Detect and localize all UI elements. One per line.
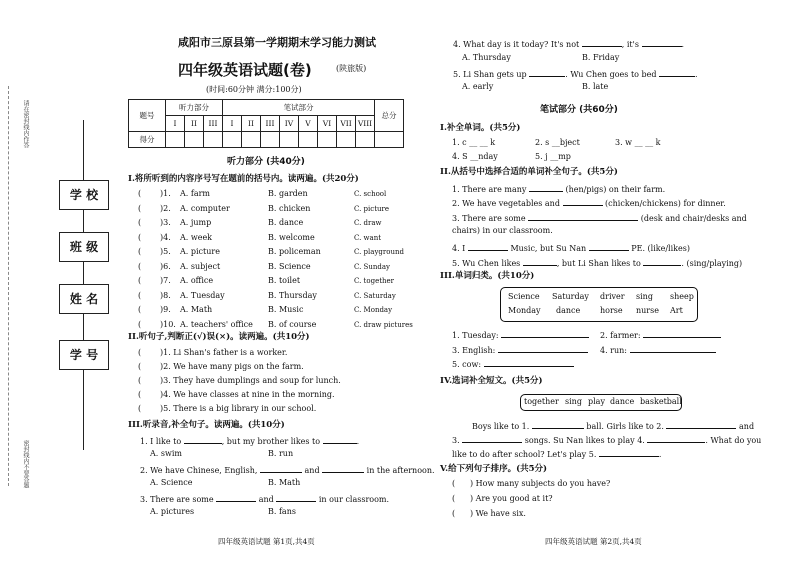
score-cell[interactable] — [318, 132, 337, 148]
q-text: 3. There are some — [452, 214, 526, 223]
word-fill-3: 3. w __ __ k — [615, 138, 661, 147]
choose-q4 — [452, 242, 690, 254]
q-text: . — [658, 450, 662, 459]
option-a: A. pictures — [150, 507, 195, 516]
q-text: , but my brother likes to — [221, 437, 321, 446]
score-cell[interactable] — [261, 132, 280, 148]
score-table-numeral: VI — [318, 116, 337, 132]
word-fill-1: 1. c __ __ k — [452, 138, 496, 147]
exam-time-score: (时间:60分钟 满分:100分) — [206, 85, 302, 94]
score-cell[interactable] — [242, 132, 261, 148]
score-cell[interactable] — [299, 132, 318, 148]
answer-blank[interactable] — [563, 197, 603, 206]
section-3-title: III.听录音,补全句子。读两遍。(共10分) — [128, 420, 285, 430]
q-text: ball. Girls like to 2. — [586, 422, 664, 431]
answer-blank[interactable] — [484, 358, 574, 367]
answer-blank[interactable] — [216, 493, 256, 502]
option-b: B. Math — [268, 478, 301, 487]
q-text: like to do after school? Let's play 5. — [452, 450, 597, 459]
answer-blank[interactable] — [643, 329, 721, 338]
option-b: B. late — [582, 82, 609, 91]
judge-statement: )1. Li Shan's father is a worker. — [160, 348, 288, 357]
answer-blank[interactable] — [322, 464, 364, 473]
q-text: . Wu Chen goes to bed — [565, 70, 657, 79]
answer-blank[interactable] — [582, 38, 622, 47]
score-table-numeral: III — [204, 116, 223, 132]
word-bank-item: nurse — [636, 306, 659, 315]
option-b: B. dance — [268, 218, 304, 227]
writing-section-3-title: III.单词归类。(共10分) — [440, 271, 535, 281]
word-bank-item: horse — [600, 306, 623, 315]
answer-paren[interactable]: ( — [138, 232, 142, 242]
word-bank-item: Art — [670, 306, 683, 315]
q-text: in our classroom. — [318, 495, 390, 504]
word-bank-item: Monday — [508, 306, 541, 315]
side-line — [83, 314, 84, 340]
classify-3 — [452, 344, 588, 356]
side-line — [83, 210, 84, 232]
score-table-row-label: 题号 — [129, 100, 166, 132]
answer-blank[interactable] — [260, 464, 302, 473]
word-bank-item: basketball — [640, 397, 682, 406]
option-b: B. of course — [268, 319, 317, 329]
option-a: A. office — [180, 276, 214, 285]
word-fill-5: 5. j __mp — [535, 152, 571, 161]
question-number: )1. — [160, 189, 171, 198]
question-number: )7. — [160, 276, 171, 285]
option-c: C. want — [354, 233, 382, 242]
option-a: A. Science — [150, 478, 193, 487]
option-c: C. draw pictures — [354, 320, 413, 329]
option-b: B. chicken — [268, 203, 311, 213]
q-text: . — [695, 70, 698, 79]
exam-edition: (陕旅版) — [336, 64, 367, 73]
score-table-numeral: IV — [280, 116, 299, 132]
answer-paren[interactable]: ( — [138, 376, 142, 385]
q-text: 1. Tuesday: — [452, 331, 499, 340]
class-label-box — [59, 232, 109, 262]
answer-paren[interactable]: ( — [138, 276, 142, 285]
answer-blank[interactable] — [184, 435, 222, 444]
classify-2 — [600, 329, 721, 341]
q-text: 5. cow: — [452, 360, 482, 369]
q-text: 1. I like to — [140, 437, 182, 446]
answer-blank[interactable] — [498, 344, 588, 353]
choose-q5 — [452, 257, 742, 269]
answer-blank[interactable] — [528, 212, 638, 221]
q-text: 1. There are many — [452, 185, 527, 194]
section-2-title: II.听句子,判断正(√)误(×)。读两遍。(共10分) — [128, 332, 310, 342]
exam-title-line1: 咸阳市三原县第一学期期末学习能力测试 — [178, 36, 376, 49]
binding-note-top: 请在密封线内作答 — [22, 100, 29, 148]
score-cell[interactable] — [185, 132, 204, 148]
school-label: 学 校 — [69, 188, 99, 202]
q-text: 5. Li Shan gets up — [453, 70, 527, 79]
judge-statement: )5. There is a big library in our school. — [160, 404, 317, 413]
q-text: 2. We have vegetables and — [452, 199, 560, 208]
answer-blank[interactable] — [599, 448, 659, 457]
score-table-total: 总分 — [375, 100, 404, 132]
answer-blank[interactable] — [468, 242, 508, 251]
side-line — [83, 120, 84, 184]
binding-note-bottom: 密封线内不要答题 — [22, 440, 29, 488]
option-c: C. picture — [354, 204, 390, 213]
exam-title-line2: 四年级英语试题(卷) — [178, 61, 312, 79]
option-a: A. Tuesday — [180, 290, 225, 300]
q-text: 4. What day is it today? It's not — [453, 40, 580, 49]
answer-paren[interactable]: ( — [138, 189, 142, 198]
q-text: . — [681, 40, 685, 49]
q-text: . (sing/playing) — [681, 259, 743, 268]
answer-blank[interactable] — [276, 493, 316, 502]
answer-paren[interactable]: ( — [138, 362, 142, 371]
score-table-numeral: V — [299, 116, 318, 132]
word-bank-item: Saturday — [552, 292, 589, 301]
option-c: C. Saturday — [354, 291, 396, 300]
option-a: A. week — [180, 232, 213, 242]
q-text: 3. — [452, 436, 460, 445]
score-table-numeral: I — [166, 116, 185, 132]
answer-blank[interactable] — [523, 257, 557, 266]
listen-fill-q5 — [453, 68, 698, 80]
option-a: A. picture — [180, 247, 220, 256]
q-text: in the afternoon. — [366, 466, 435, 475]
word-bank-item: Science — [508, 292, 540, 301]
answer-paren[interactable]: ( — [452, 494, 456, 503]
option-b: B. Thursday — [268, 290, 317, 300]
choose-q1 — [452, 183, 665, 195]
classify-5 — [452, 358, 574, 370]
writing-section-title: 笔试部分 (共60分) — [540, 105, 618, 115]
order-sentence: ) Are you good at it? — [470, 494, 553, 503]
q-text: PE. (like/likes) — [631, 244, 690, 253]
q-text: (chicken/chickens) for dinner. — [605, 199, 726, 208]
option-b: B. run — [268, 449, 294, 458]
score-table-numeral: VIII — [356, 116, 375, 132]
score-cell[interactable] — [356, 132, 375, 148]
answer-blank[interactable] — [630, 344, 716, 353]
page-footer-right: 四年级英语试题 第2页,共4页 — [545, 537, 642, 546]
answer-blank[interactable] — [589, 242, 629, 251]
answer-paren[interactable]: ( — [138, 348, 142, 357]
question-number: )6. — [160, 261, 171, 271]
binding-fold-line — [8, 86, 19, 486]
passage-line-2 — [452, 434, 761, 446]
order-sentence: ) We have six. — [470, 509, 526, 518]
section-1-title: I.将所听到的内容序号写在题前的括号内。读两遍。(共20分) — [128, 174, 359, 184]
score-table-score-label: 得分 — [129, 132, 166, 148]
q-text: and — [739, 422, 755, 431]
name-label-box — [59, 284, 109, 314]
score-table-numeral: II — [242, 116, 261, 132]
option-b: B. Music — [268, 305, 304, 314]
q-text: (desk and chair/desks and — [640, 214, 747, 223]
answer-blank[interactable] — [666, 420, 736, 429]
question-number: )8. — [160, 290, 171, 300]
option-a: A. jump — [180, 218, 212, 227]
writing-section-5-title: V.给下列句子排序。(共5分) — [440, 464, 548, 474]
answer-paren[interactable]: ( — [138, 319, 142, 329]
classify-4 — [600, 344, 716, 356]
answer-paren[interactable]: ( — [452, 509, 456, 518]
option-b: B. welcome — [268, 232, 315, 242]
word-fill-4: 4. S __nday — [452, 152, 498, 161]
word-bank-item: sing — [636, 292, 653, 301]
writing-section-4-title: IV.选词补全短文。(共5分) — [440, 376, 543, 386]
student-id-label: 学 号 — [69, 348, 99, 362]
q-text: 2. farmer: — [600, 331, 641, 340]
answer-blank[interactable] — [462, 434, 522, 443]
score-table-listening-head: 听力部分 — [166, 100, 223, 116]
score-table — [128, 99, 404, 148]
option-b: B. policeman — [268, 247, 321, 256]
word-bank-item: dance — [610, 397, 635, 406]
answer-blank[interactable] — [642, 38, 682, 47]
school-label-box — [59, 180, 109, 210]
answer-paren[interactable]: ( — [138, 261, 142, 271]
option-c: C. Monday — [354, 306, 393, 314]
option-a: A. Thursday — [462, 53, 511, 62]
answer-blank[interactable] — [647, 434, 705, 443]
option-a: A. computer — [180, 203, 230, 213]
answer-paren[interactable]: ( — [138, 404, 142, 413]
answer-paren[interactable]: ( — [138, 203, 142, 213]
choose-q3-cont: chairs) in our classroom. — [452, 226, 553, 235]
score-cell[interactable] — [337, 132, 356, 148]
listen-fill-q2 — [140, 464, 435, 476]
score-table-numeral: II — [185, 116, 204, 132]
word-bank-item: dance — [556, 306, 581, 315]
answer-blank[interactable] — [323, 435, 357, 444]
option-b: B. fans — [268, 507, 296, 516]
classify-1 — [452, 329, 589, 341]
word-fill-2: 2. s __bject — [535, 138, 580, 147]
q-text: and — [304, 466, 320, 475]
listening-section-title: 听力部分 (共40分) — [227, 157, 305, 167]
question-number: )5. — [160, 247, 171, 256]
listen-fill-q4 — [453, 38, 684, 50]
option-c: C. Sunday — [354, 262, 390, 271]
word-bank-item: sing — [565, 397, 582, 406]
score-table-numeral: I — [223, 116, 242, 132]
question-number: )2. — [160, 203, 171, 213]
option-c: C. playground — [354, 248, 404, 256]
q-text: 5. Wu Chen likes — [452, 259, 521, 268]
option-c: C. school — [354, 190, 387, 198]
score-cell[interactable] — [280, 132, 299, 148]
option-a: A. teachers' office — [180, 319, 253, 329]
name-label: 姓 名 — [69, 292, 99, 306]
option-b: B. Science — [268, 261, 311, 271]
option-a: A. subject — [180, 261, 221, 271]
side-line — [83, 370, 84, 450]
score-table-numeral: VII — [337, 116, 356, 132]
answer-paren[interactable]: ( — [138, 218, 142, 227]
answer-paren[interactable]: ( — [138, 305, 142, 314]
judge-statement: )3. They have dumplings and soup for lunch. — [160, 376, 341, 385]
class-label: 班 级 — [69, 240, 99, 254]
q-text: . What do you — [705, 436, 762, 445]
q-text: , it's — [621, 40, 639, 49]
passage-line-3 — [452, 448, 661, 460]
q-text: (hen/pigs) on their farm. — [565, 185, 666, 194]
page-footer-left: 四年级英语试题 第1页,共4页 — [218, 537, 315, 546]
score-cell[interactable] — [204, 132, 223, 148]
answer-blank[interactable] — [501, 329, 589, 338]
q-text: Boys like to 1. — [472, 422, 530, 431]
answer-blank[interactable] — [532, 420, 584, 429]
q-text: 2. We have Chinese, English, — [140, 466, 258, 475]
option-a: A. swim — [150, 449, 182, 458]
option-c: C. together — [354, 277, 395, 285]
question-number: )10. — [160, 319, 176, 329]
choose-q3 — [452, 212, 747, 224]
judge-statement: )2. We have many pigs on the farm. — [160, 362, 304, 371]
q-text: Music, but Su Nan — [510, 244, 587, 253]
q-text: and — [258, 495, 274, 504]
answer-paren[interactable]: ( — [138, 290, 142, 300]
order-sentence: ) How many subjects do you have? — [470, 479, 611, 488]
option-a: A. farm — [180, 189, 211, 198]
q-text: , but Li Shan likes to — [556, 259, 641, 268]
option-c: C. draw — [354, 219, 382, 227]
option-b: B. garden — [268, 189, 308, 198]
writing-section-2-title: II.从括号中选择合适的单词补全句子。(共5分) — [440, 167, 618, 177]
question-number: )9. — [160, 305, 171, 314]
listen-fill-q3 — [140, 493, 389, 505]
word-bank-item: sheep — [670, 292, 694, 301]
answer-paren[interactable]: ( — [138, 247, 142, 256]
q-text: 3. English: — [452, 346, 496, 355]
word-bank-item: driver — [600, 292, 625, 301]
answer-blank[interactable] — [659, 68, 695, 77]
score-cell[interactable] — [223, 132, 242, 148]
answer-blank[interactable] — [529, 68, 565, 77]
question-number: )4. — [160, 232, 171, 242]
choose-q2 — [452, 197, 726, 209]
judge-statement: )4. We have classes at nine in the morning. — [160, 390, 335, 399]
answer-blank[interactable] — [643, 257, 681, 266]
score-cell[interactable] — [166, 132, 185, 148]
word-bank-item: play — [588, 397, 605, 406]
answer-paren[interactable]: ( — [452, 479, 456, 488]
writing-section-1-title: I.补全单词。(共5分) — [440, 123, 521, 133]
q-text: 4. run: — [600, 346, 627, 355]
q-text: 4. I — [452, 244, 466, 253]
score-table-numeral: III — [261, 116, 280, 132]
answer-paren[interactable]: ( — [138, 390, 142, 399]
option-a: A. Math — [180, 305, 213, 314]
option-b: B. toilet — [268, 276, 301, 285]
student-id-label-box — [59, 340, 109, 370]
passage-line-1 — [472, 420, 754, 432]
q-text: 3. There are some — [140, 495, 214, 504]
option-a: A. early — [462, 82, 494, 91]
listen-fill-q1 — [140, 435, 359, 447]
q-text: songs. Su Nan likes to play 4. — [524, 436, 645, 445]
score-cell-total[interactable] — [375, 132, 404, 148]
option-b: B. Friday — [582, 53, 620, 62]
q-text: . — [356, 437, 360, 446]
word-bank-item: together — [524, 397, 559, 406]
score-table-writing-head: 笔试部分 — [223, 100, 375, 116]
side-line — [83, 262, 84, 284]
question-number: )3. — [160, 218, 171, 227]
answer-blank[interactable] — [529, 183, 563, 192]
